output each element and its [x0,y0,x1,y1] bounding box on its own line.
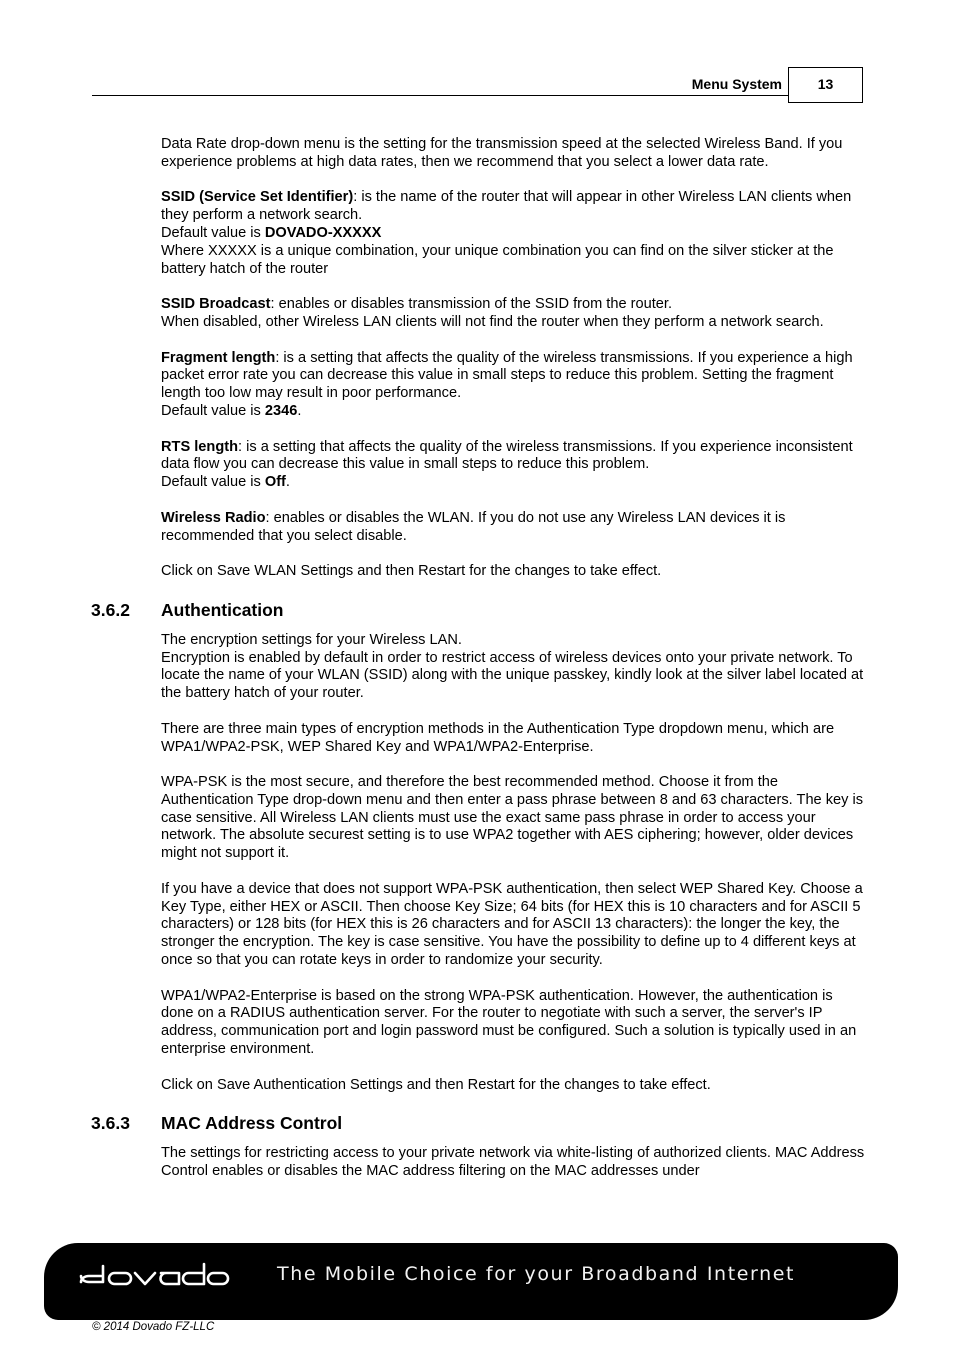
ssid-broadcast-term: SSID Broadcast [161,296,271,313]
page-number: 13 [788,67,863,103]
ssid-default [161,225,866,243]
fragment-default-value: 2346 [264,402,298,419]
copyright-notice: © 2014 Dovado FZ-LLC [92,1321,215,1333]
rts-desc: : is a setting that affects the quality of the wireless transmissions. If you experience inconsistent data flow you can decrease this value in small steps to reduce this problem. [161,438,853,473]
page-body [91,136,866,1181]
wpa-psk-paragraph: WPA-PSK is the most secure, and therefore the best recommended method. Choose it from the Authentication Type drop-down menu and then enter a pass phrase between 8 and 63 characters. The key is case sensitive. All Wireless LAN clients must use the exact same pass phrase in order to access your network. The absolute securest setting is to use WPA2 together with AES ciphering; however, older devices might not support it. [161,774,864,862]
mac-title: MAC Address Control [161,1113,343,1134]
auth-save-note: Click on Save Authentication Settings and then Restart for the changes to take effect. [161,1076,711,1093]
rts-paragraph [161,439,866,475]
data-rate-paragraph: Data Rate drop-down menu is the setting for the transmission speed at the selected Wireless Band. If you experience problems at high data rates, then we recommend that you select a lower data rate. [161,136,843,170]
rts-term: RTS length [161,438,239,455]
fragment-term: Fragment length [161,349,276,366]
ssid-broadcast-paragraph [161,296,866,314]
wep-paragraph: If you have a device that does not support WPA-PSK authentication, then select WEP Shared Key. Choose a Key Type, either HEX or ASCII. Then choose Key Size; 64 bits (for HEX this is 10 characters and for ASCII 5 characters) or 128 bits (for HEX this is 26 characters and for ASCII 13 characters): the longer the key, the stronger the encryption. The key is case sensitive. You have the possibility to define up to 4 different keys at once so that you can rotate keys in order to randomize your security. [161,880,863,969]
rts-default-value: Off [264,474,286,491]
wlan-save-note: Click on Save WLAN Settings and then Restart for the changes to take effect. [161,563,662,580]
header-section-title: Menu System [691,76,782,92]
header-rule [92,95,788,96]
fragment-desc: : is a setting that affects the quality of the wireless transmissions. If you experience a high packet error rate you can decrease this value in small steps to reduce this problem. Setting the fragment length too low may result in poor performance. [161,349,853,402]
rts-default [161,474,866,492]
mac-paragraph: The settings for restricting access to your private network via white-listing of authorized clients. MAC Address Control enables or disables the MAC address filtering on the MAC addresses under [161,1145,865,1180]
ssid-paragraph [161,189,866,225]
authentication-title: Authentication [161,599,284,620]
dovado-logo [78,1258,230,1292]
ssid-desc: : is the name of the router that will appear in other Wireless LAN clients when they perform a network search. [161,189,852,224]
rts-default-suffix: . [285,474,290,491]
enterprise-paragraph: WPA1/WPA2-Enterprise is based on the strong WPA-PSK authentication. However, the authentication is done on a RADIUS authentication server. For the router to negotiate with such a server, the server's IP address, communication port and login password must be configured. Such a solution is typically used in an enterprise environment. [161,987,857,1058]
ssid-note: Where XXXXX is a unique combination, your unique combination you can find on the silver sticker at the battery hatch of the router [161,242,834,277]
ssid-default-value: DOVADO-XXXXX [264,224,382,241]
wireless-radio-paragraph [161,510,866,546]
auth-intro-2: Encryption is enabled by default in order to restrict access of wireless devices onto your private network. To locate the name of your WLAN (SSID) along with the unique passkey, kindly look at the silver label located at the battery hatch of your router. [161,649,864,702]
ssid-broadcast-note: When disabled, other Wireless LAN clients will not find the router when they perform a network search. [161,313,824,330]
wireless-radio-desc: : enables or disables the WLAN. If you do not use any Wireless LAN devices it is recommended that you select disable. [161,509,786,544]
auth-intro-1: The encryption settings for your Wireless LAN. [161,631,462,648]
ssid-term: SSID (Service Set Identifier) [161,189,354,206]
fragment-default-prefix: Default value is [161,402,265,419]
rts-default-prefix: Default value is [161,474,265,491]
footer-tagline: The Mobile Choice for your Broadband Internet [277,1263,796,1285]
mac-heading [91,1112,866,1134]
fragment-default [161,403,866,421]
mac-number: 3.6.3 [91,1113,130,1134]
authentication-number: 3.6.2 [91,599,130,620]
authentication-heading [91,599,866,621]
ssid-default-prefix: Default value is [161,224,265,241]
wireless-radio-term: Wireless Radio [161,509,266,526]
auth-types-paragraph: There are three main types of encryption methods in the Authentication Type dropdown menu, which are WPA1/WPA2-PSK, WEP Shared Key and WPA1/WPA2-Enterprise. [161,720,835,755]
fragment-paragraph [161,350,866,403]
ssid-broadcast-desc: : enables or disables transmission of the SSID from the router. [270,296,673,313]
fragment-default-suffix: . [297,402,302,419]
